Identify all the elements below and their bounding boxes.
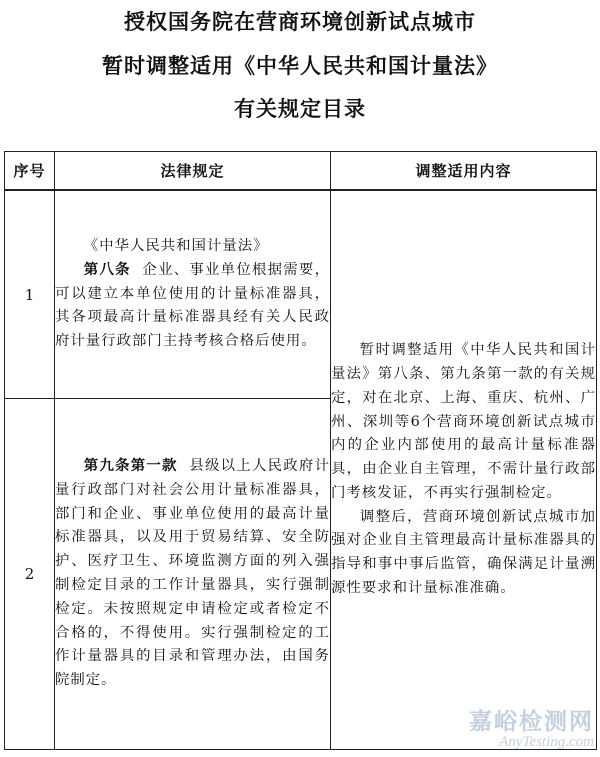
article-label: 第九条第一款 <box>83 458 178 475</box>
watermark-en: AnyTesting.com <box>499 734 594 750</box>
adjustment-content-cell <box>331 190 597 750</box>
law-title: 《中华人民共和国计量法》 <box>83 238 269 254</box>
header-content: 调整适用内容 <box>331 152 597 191</box>
adjustment-paragraph: 暂时调整适用《中华人民共和国计量法》第八条、第九条第一款的有关规定，对在北京、上海、重庆、杭州、广州、深圳等6个营商环境创新试点城市内的企业内部使用的最高计量标准器具，由企业自主管理，不需计量行政部门考核发证，不再实行强制检定。 <box>331 342 596 501</box>
row-number: 2 <box>5 399 55 750</box>
law-article <box>55 455 330 693</box>
watermark <box>469 703 594 751</box>
page-title-line1: 授权国务院在营商环境创新试点城市 <box>124 10 476 34</box>
watermark-cn: 嘉峪检测网 <box>469 709 594 735</box>
page-title-line2: 暂时调整适用《中华人民共和国计量法》 <box>102 54 498 78</box>
article-text: 县级以上人民政府计量行政部门对社会公用计量标准器具，部门和企业、事业单位使用的最高计量标准器具，以及用于贸易结算、安全防护、医疗卫生、环境监测方面的列入强制检定目录的工作计量器具，实行强制检定。未按照规定申请检定或者检定不合格的，不得使用。实行强制检定的工作计量器具的目录和管理办法，由国务院制定。 <box>55 458 330 689</box>
row-number: 1 <box>5 190 55 399</box>
article-text: 企业、事业单位根据需要，可以建立本单位使用的计量标准器具，其各项最高计量标准器具经有关人民政府计量行政部门主持考核合格后使用。 <box>55 261 330 350</box>
table-row <box>5 190 597 399</box>
header-num: 序号 <box>5 152 55 191</box>
table-header-row <box>5 152 597 191</box>
law-article <box>55 259 330 354</box>
adjustment-paragraph: 调整后，营商环境创新试点城市加强对企业自主管理最高计量标准器具的指导和事中事后监管，确保满足计量溯源性要求和计量标准准确。 <box>331 508 596 597</box>
law-cell <box>55 190 331 399</box>
page-title-line3: 有关规定目录 <box>234 97 366 121</box>
article-label: 第八条 <box>83 261 131 278</box>
header-law: 法律规定 <box>55 152 331 191</box>
regulation-table <box>4 151 597 750</box>
law-cell <box>55 399 331 750</box>
